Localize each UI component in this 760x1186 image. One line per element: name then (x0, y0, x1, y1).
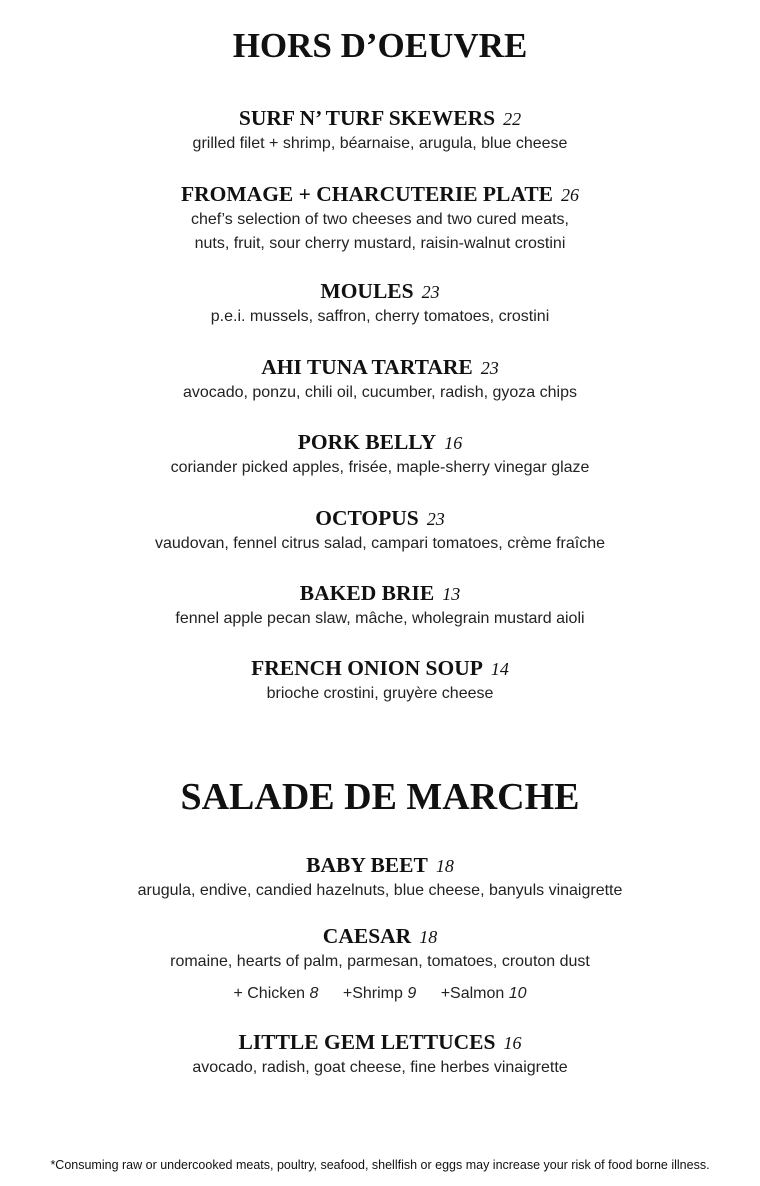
item-price: 14 (490, 659, 509, 679)
food-safety-disclaimer: *Consuming raw or undercooked meats, poultry, seafood, shellfish or eggs may increase your risk of food borne illness. (50, 1158, 710, 1172)
addon-salmon: +Salmon 10 (440, 985, 527, 1002)
addon-price: 10 (508, 985, 527, 1002)
item-name: BABY BEET (306, 853, 428, 877)
item-description: fennel apple pecan slaw, mâche, wholegrain mustard aioli (175, 610, 585, 627)
item-price: 23 (426, 509, 445, 529)
item-name: MOULES (320, 279, 414, 303)
addon-shrimp: +Shrimp 9 (342, 985, 417, 1002)
item-name: CAESAR (322, 924, 412, 948)
item-price: 26 (561, 185, 579, 205)
menu-item-pork-belly (0, 429, 760, 480)
menu-item-surf-n-turf-skewers (0, 105, 760, 156)
section-title-hors-doeuvre: HORS D’OEUVRE (232, 26, 528, 65)
item-description: coriander picked apples, frisée, maple-sherry vinegar glaze (170, 459, 590, 476)
menu-item-caesar (0, 923, 760, 1006)
item-description: brioche crostini, gruyère cheese (266, 685, 494, 702)
item-name: FROMAGE + CHARCUTERIE PLATE (181, 182, 553, 206)
item-description: avocado, ponzu, chili oil, cucumber, radish, gyoza chips (183, 384, 577, 401)
menu-item-octopus (0, 505, 760, 556)
item-description: vaudovan, fennel citrus salad, campari tomatoes, crème fraîche (155, 535, 605, 552)
item-price: 18 (435, 856, 454, 876)
addon-price: 8 (309, 985, 319, 1002)
item-price: 16 (444, 433, 463, 453)
item-description: p.e.i. mussels, saffron, cherry tomatoes, crostini (210, 308, 550, 325)
item-description: nuts, fruit, sour cherry mustard, raisin-walnut crostini (194, 235, 566, 252)
item-name: BAKED BRIE (299, 581, 435, 605)
item-name: PORK BELLY (297, 430, 437, 454)
item-description: romaine, hearts of palm, parmesan, tomatoes, crouton dust (170, 953, 590, 970)
menu-item-ahi-tuna-tartare (0, 354, 760, 405)
menu-item-moules (0, 278, 760, 329)
addon-price: 9 (407, 985, 417, 1002)
section-title-salade-de-marche: SALADE DE MARCHE (180, 776, 580, 818)
item-description: chef’s selection of two cheeses and two cured meats, (191, 211, 569, 228)
item-name: LITTLE GEM LETTUCES (238, 1030, 496, 1054)
item-name: FRENCH ONION SOUP (251, 656, 483, 680)
item-name: OCTOPUS (315, 506, 419, 530)
menu-item-french-onion-soup (0, 655, 760, 706)
item-price: 13 (442, 584, 461, 604)
menu-item-little-gem-lettuces (0, 1029, 760, 1080)
menu-item-baby-beet (0, 852, 760, 903)
item-description: arugula, endive, candied hazelnuts, blue cheese, banyuls vinaigrette (137, 882, 623, 899)
item-name: SURF N’ TURF SKEWERS (238, 106, 496, 130)
item-price: 23 (480, 358, 499, 378)
item-description: avocado, radish, goat cheese, fine herbes vinaigrette (192, 1059, 568, 1076)
item-price: 18 (419, 927, 438, 947)
item-price: 23 (421, 282, 440, 302)
caesar-addons (0, 982, 760, 1006)
menu-item-baked-brie (0, 580, 760, 631)
addon-chicken: + Chicken 8 (233, 985, 319, 1002)
item-price: 16 (503, 1033, 522, 1053)
menu-item-fromage-charcuterie-plate (0, 181, 760, 256)
item-description: grilled filet + shrimp, béarnaise, arugula, blue cheese (192, 135, 568, 152)
item-name: AHI TUNA TARTARE (261, 355, 473, 379)
item-price: 22 (503, 109, 522, 129)
